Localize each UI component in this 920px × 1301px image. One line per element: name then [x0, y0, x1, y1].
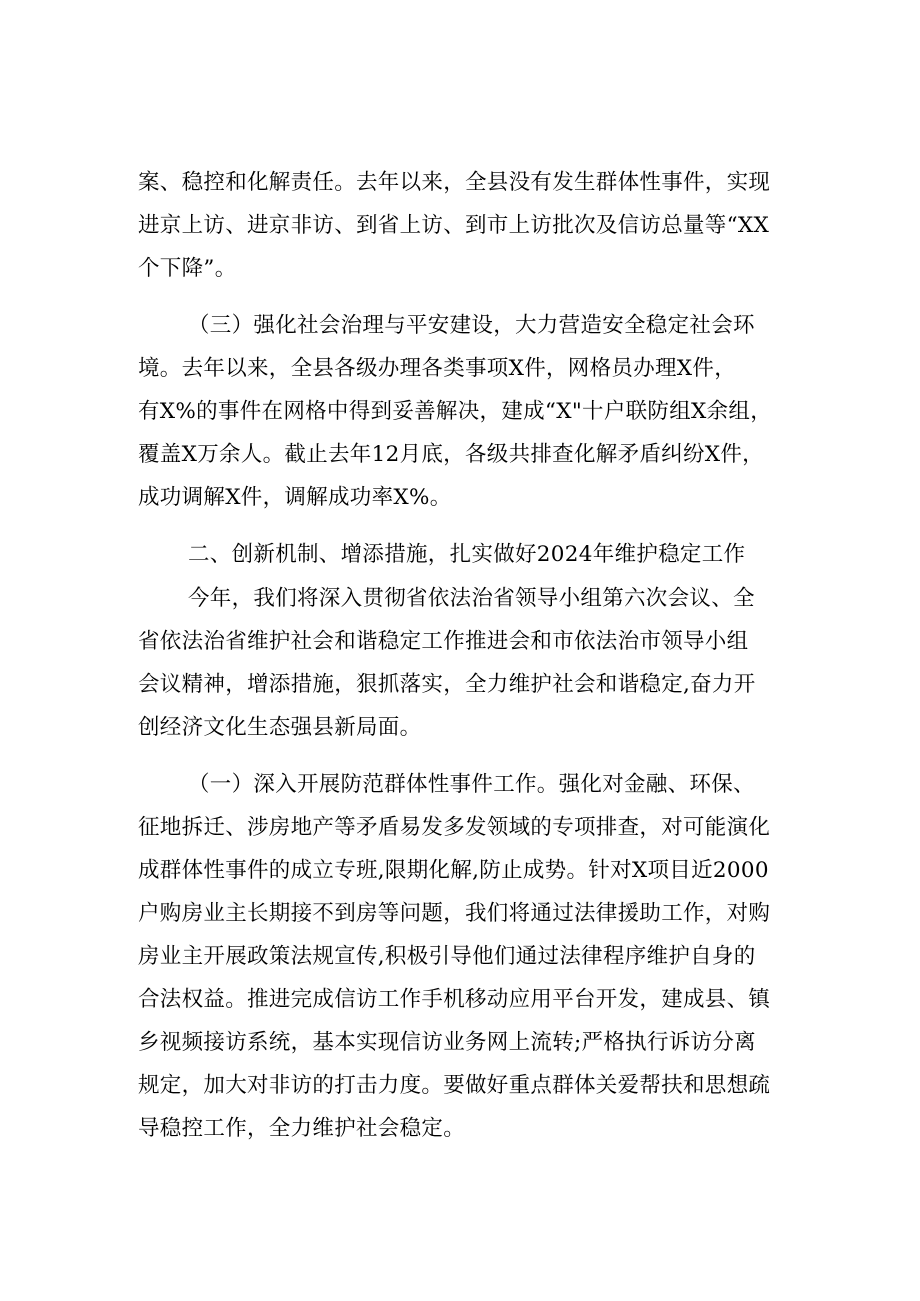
text-line: 会议精神，增添措施，狠抓落实，全力维护社会和谐稳定,奋力开	[138, 672, 756, 697]
text-line: 有X%的事件在网格中得到妥善解决，建成“X"十户联防组X余组，	[138, 399, 773, 424]
text-line: 征地拆迁、涉房地产等矛盾易发多发领域的专项排查，对可能演化	[138, 815, 771, 840]
section-heading: （一）深入开展防范群体性事件工作。强化对金融、环保、	[188, 772, 755, 797]
text-line: 成群体性事件的成立专班,限期化解,防止成势。针对X项目近2000	[138, 858, 769, 883]
text-line: 创经济文化生态强县新局面。	[138, 715, 422, 740]
text-line: 覆盖X万余人。截止去年12月底，各级共排查化解矛盾纠纷X件，	[138, 442, 764, 467]
text-line: 境。去年以来，全县各级办理各类事项X件，网格员办理X件，	[138, 356, 737, 381]
text-line: 合法权益。推进完成信访工作手机移动应用平台开发，建成县、镇	[138, 987, 771, 1012]
text-line: 案、稳控和化解责任。去年以来，全县没有发生群体性事件，实现	[138, 170, 771, 195]
text-line: 乡视频接访系统，基本实现信访业务网上流转;严格执行诉访分离	[138, 1030, 756, 1055]
text-line: 导稳控工作，全力维护社会稳定。	[138, 1116, 466, 1141]
text-line: 规定，加大对非访的打击力度。要做好重点群体关爱帮扶和思想疏	[138, 1073, 771, 1098]
text-line: 成功调解X件，调解成功率X%。	[138, 485, 452, 510]
text-line: 房业主开展政策法规宣传,积极引导他们通过法律程序维护自身的	[138, 944, 756, 969]
section-heading: （三）强化社会治理与平安建设，大力营造安全稳定社会环	[188, 313, 755, 338]
text-line: 户购房业主长期接不到房等问题，我们将通过法律援助工作，对购	[138, 901, 771, 926]
chapter-heading: 二、创新机制、增添措施，扎实做好2024年维护稳定工作	[188, 542, 746, 567]
text-line: 进京上访、进京非访、到省上访、到市上访批次及信访总量等“XX	[138, 213, 770, 238]
text-line: 个下降”。	[138, 256, 237, 281]
text-line: 省依法治省维护社会和谐稳定工作推进会和市依法治市领导小组	[138, 629, 749, 654]
text-line: 今年，我们将深入贯彻省依法治省领导小组第六次会议、全	[188, 586, 755, 611]
